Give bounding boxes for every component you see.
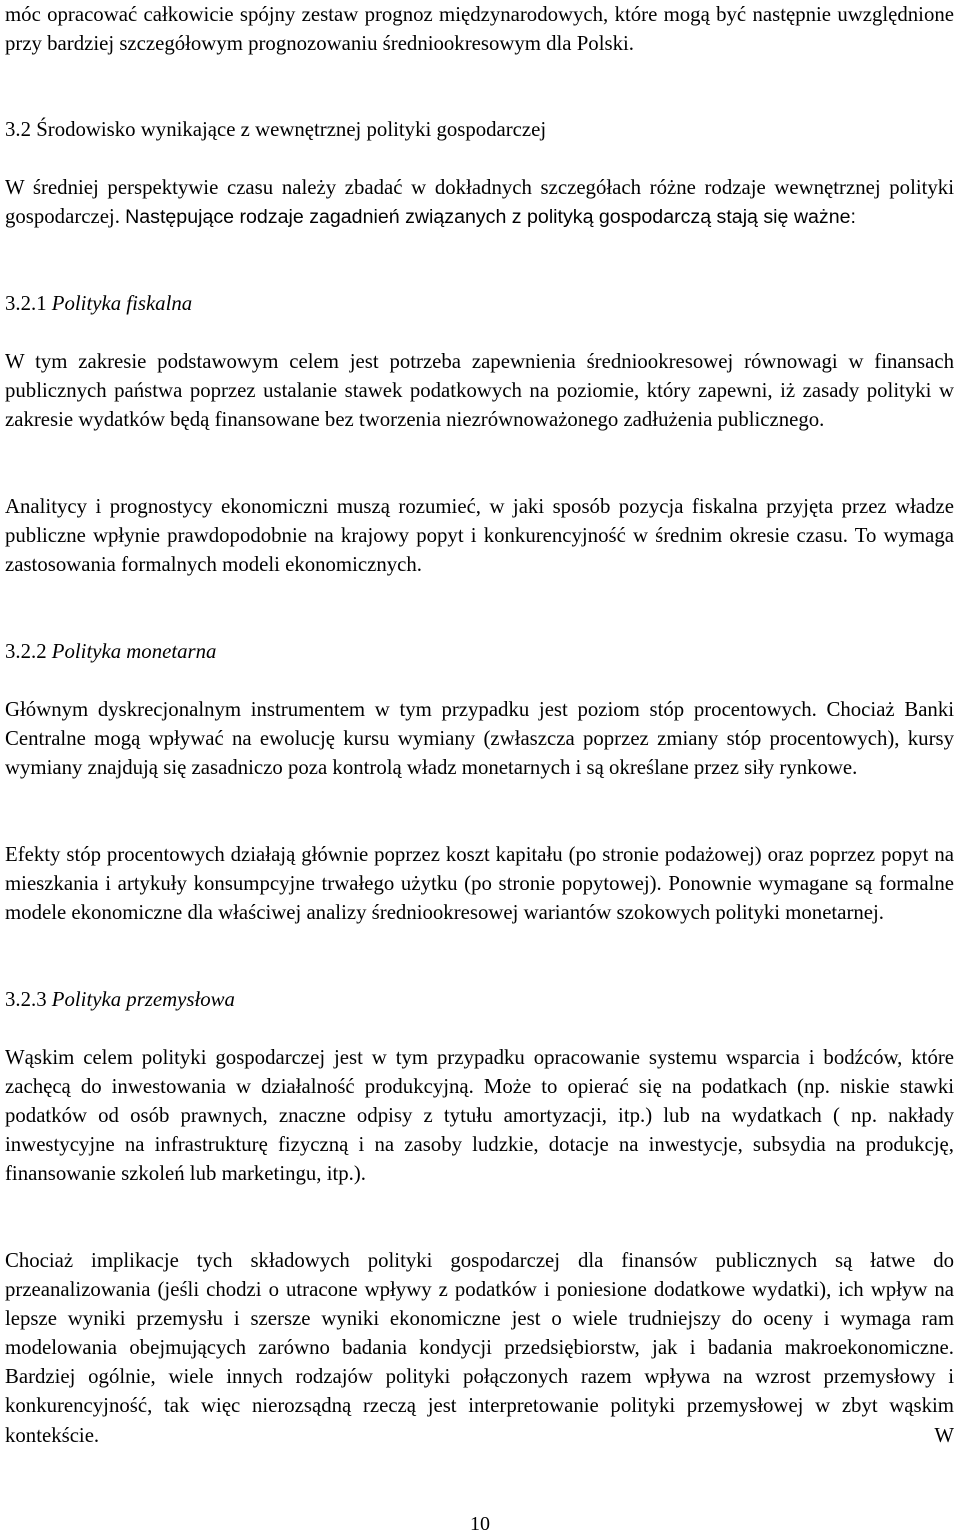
paragraph-industrial-1: Wąskim celem polityki gospodarczej jest w tym przypadku opracowanie systemu wsparcia i bodźców, które zachęcą do inwestowania w działalność produkcyjną. Może to opierać się na podatkach (np. niskie stawki podatków od osób prawnych, znaczne odpisy z tytułu amortyzacji, itp.) lub na wydatkach ( np. nakłady inwestycyjne na infrastrukturę fizyczną i na zasoby ludzkie, dotacje na inwestycje, subsydia na produkcję, finansowanie szkoleń lub marketingu, itp.). xyxy=(5,1046,954,1186)
subsection-heading-fiscal xyxy=(5,289,192,318)
paragraph-monetary-2: Efekty stóp procentowych działają głównie poprzez koszt kapitału (po stronie podażowej) oraz poprzez popyt na mieszkania i artykuły konsumpcyjne trwałego użytku (po stronie popytowej). Ponownie wymagane są formalne modele ekonomiczne dla właściwej analizy średniookresowej wariantów szokowych polityki monetarnej. xyxy=(5,843,954,925)
section-number: 3.2 xyxy=(5,118,31,141)
subsection-heading-monetary xyxy=(5,637,216,666)
subsection-number: 3.2.3 xyxy=(5,988,47,1011)
subsection-number: 3.2.2 xyxy=(5,640,47,663)
paragraph-section-intro xyxy=(5,173,954,232)
section-title: Środowisko wynikające z wewnętrznej polityki gospodarczej xyxy=(36,118,547,141)
intro-sans-text: Następujące rodzaje zagadnień związanych z polityką gospodarczą stają się ważne: xyxy=(125,206,856,229)
subsection-title: Polityka monetarna xyxy=(51,640,217,663)
subsection-title: Polityka fiskalna xyxy=(51,292,193,315)
page-number: 10 xyxy=(470,1513,490,1535)
paragraph-monetary-1: Głównym dyskrecjonalnym instrumentem w tym przypadku jest poziom stóp procentowych. Chociaż Banki Centralne mogą wpływać na ewolucję kursu wymiany (zwłaszcza poprzez zmiany stóp procentowych), kursy wymiany znajdują się zasadniczo poza kontrolą władz monetarnych i są określane przez siły rynkowe. xyxy=(5,698,954,780)
section-heading xyxy=(5,115,546,144)
paragraph-fiscal-1: W tym zakresie podstawowym celem jest potrzeba zapewnienia średniookresowej równowagi w finansach publicznych państwa poprzez ustalanie stawek podatkowych na poziomie, który zapewni, iż zasady polityki w zakresie wydatków będą finansowane bez tworzenia niezrównoważonego zadłużenia publicznego. xyxy=(5,350,954,432)
paragraph-fiscal-2: Analitycy i prognostycy ekonomiczni muszą rozumieć, w jaki sposób pozycja fiskalna przyjęta przez władze publiczne wpłynie prawdopodobnie na krajowy popyt i konkurencyjność w średnim okresie czasu. To wymaga zastosowania formalnych modeli ekonomicznych. xyxy=(5,495,954,577)
intro-serif-text: W średniej perspektywie czasu należy zbadać w dokładnych szczegółach różne rodzaje wewnętrznej polityki gospodarczej. xyxy=(5,176,954,229)
subsection-heading-industrial xyxy=(5,985,235,1014)
subsection-number: 3.2.1 xyxy=(5,292,47,315)
paragraph-industrial-2: Chociaż implikacje tych składowych polityki gospodarczej dla finansów publicznych są łatwe do przeanalizowania (jeśli chodzi o utracone wpływy z podatków i poniesione dodatkowe wydatki), ich wpływ na lepsze wyniki przemysłu i szersze wyniki ekonomiczne jest o wiele trudniejszy do oceny i wymaga ram modelowania obejmujących zarówno badania kondycji przedsiębiorstw, jak i badania makroekonomiczne. Bardziej ogólnie, wiele innych rodzajów polityki połączonych razem wpływa na wzrost przemysłowy i konkurencyjność, tak więc nierozsądną rzeczą jest interpretowanie polityki przemysłowej w zbyt wąskim kontekście. W xyxy=(5,1249,954,1447)
paragraph-intro-forecasts: móc opracować całkowicie spójny zestaw prognoz międzynarodowych, które mogą być następnie uwzględnione przy bardziej szczegółowym prognozowaniu średniookresowym dla Polski. xyxy=(5,3,954,56)
subsection-title: Polityka przemysłowa xyxy=(51,988,235,1011)
